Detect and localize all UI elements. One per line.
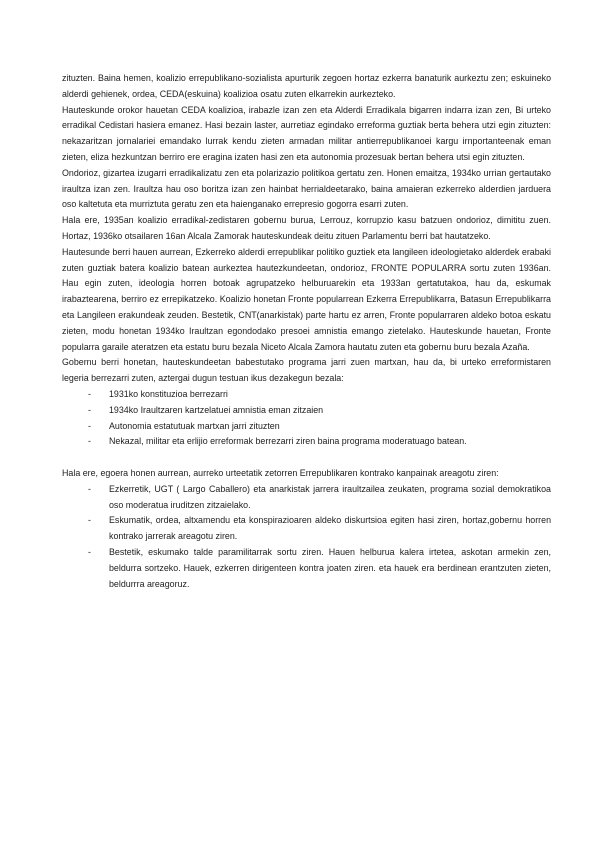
paragraph-lerroux-resignation: Hala ere, 1935an koalizio erradikal-zedistaren gobernu burua, Lerrouz, korrupzio kasu batzuen ondorioz, dimititu zuen. Hortaz, 1936ko otsailaren 16an Alcala Zamorak hauteskundeak deitu zituen Parlamentu berri bat hautatzeko. <box>62 215 551 241</box>
paragraph-elections-ceda: Hauteskunde orokor hauetan CEDA koalizioa, irabazle izan zen eta Alderdi Erradikala bigarren indarra izan zen, Bi urteko erradikal Cedistari hasiera emanez. Hasi bezain laster, aurretiaz egindako erreforma guztiak berta behera utzi egin zituzten: nekazaritzan jornalariei emandako lurrak kendu zieten armadan militar antierrepublikanoei kargu irnportanteenak eman zieten, eliza hezkuntzan berriro ere eragina izaten hasi zen eta autonomia prozesuak bertan behera utsi egin zituzten. <box>62 104 551 162</box>
reform-list <box>62 387 551 450</box>
paragraph-new-government: Gobernu berri honetan, hauteskundeetan babestutako programa jarri zuen martxan, hau da, bi urteko erreformistaren legeria berrezarri zuten, aztergai dugun testuan ikus dezakegun bezala: <box>62 357 551 384</box>
campaign-list <box>62 482 551 593</box>
list-item: - 1934ko Iraultzaren kartzelatuei amnistia eman zitzaien <box>62 403 551 419</box>
paragraph-campaigns: Hala ere, egoera honen aurrean, aurreko urteetatik zetorren Errepublikaren kontrako kanpainak areagotu ziren: <box>62 467 499 478</box>
paragraph-radicalization: Ondorioz, gizartea izugarri erradikalizatu zen eta polarizazio politikoa gertatu zen. Honen emaitza, 1934ko urrian gertautako iraultza izan zen. Iraultza hau oso boritza izan zen hainbat herrialdeetarako, baina amaieran ezkerreko alderdien jarduera oso kaltetuta eta murriztuta geratu zen eta haienganako errepresio gogorra esarri zuten. <box>62 167 551 210</box>
paragraph-gap <box>62 450 551 466</box>
paragraph-fronte-popularra: Hautesunde berri hauen aurrean, Ezkerreko alderdi errepublikar politiko guztiek eta langileen ideologietako alderdek erabaki zuten guztiak batera koalizio batean aurkeztea hautezkundeetan, ondorioz, FRONTE POPULARRA sortu zuten 1936an. Hau egin zuten, ideologia horren botoak agrupatzeko helburuarekin eta 1933an gertatutakoa, hau da, eskumak irabaztearena, berriro ez errepikatzeko. Koalizio honetan Fronte popularrean Ezkerra Errepublikarra, Batasun Errepublikarra eta Langileen erakundeak zeuden. Bestetik, CNT(anarkistak) parte hartu ez arren, Fronte popularraren aldeko botoa eskatu zieten, modu honetan 1934ko Iraultzan egondodako presoei amnistia emango zietelako. Hauteskunde hauetan, Fronte popularra garaile ateratzen eta estatu buru bezala Niceto Alcala Zamora hautatu zuten eta gobernu buru bezala Azaña. <box>62 246 551 352</box>
paragraph-continuation: zituzten. Baina hemen, koalizio errepublikano-sozialista apurturik zegoen hortaz ezkerra banaturik aurkeztu zen; eskuineko alderdi gehienek, ordea, CEDA(eskuina) koalizioa osatu zuten elkarrekin aurkezteko. <box>62 73 551 99</box>
list-item: - Autonomia estatutuak martxan jarri zituzten <box>62 419 551 435</box>
list-item: - Ezkerretik, UGT ( Largo Caballero) eta anarkistak jarrera iraultzailea zeukaten, programa sozial demokratikoa oso moderatua iruditzen zitzaielako. <box>62 482 551 514</box>
list-item: - Nekazal, militar eta erlijio erreformak berrezarri ziren baina programa moderatuago batean. <box>62 434 551 450</box>
list-item: - 1931ko konstituzioa berrezarri <box>62 387 551 403</box>
list-item: - Eskumatik, ordea, altxamendu eta konspirazioaren aldeko diskurtsioa egiten hasi ziren, hortaz,gobernu horren kontrako jarrerak areagotu ziren. <box>62 513 551 545</box>
document-body <box>62 71 551 592</box>
list-item: - Bestetik, eskumako talde paramilitarrak sortu ziren. Hauen helburua kalera irtetea, askotan armekin zen, beldurra sortzeko. Hauek, ezkerren dirigenteen kontra joaten ziren. eta hauek era berdinean erantzuten zieten, beldurrra areagoruz. <box>62 545 551 592</box>
